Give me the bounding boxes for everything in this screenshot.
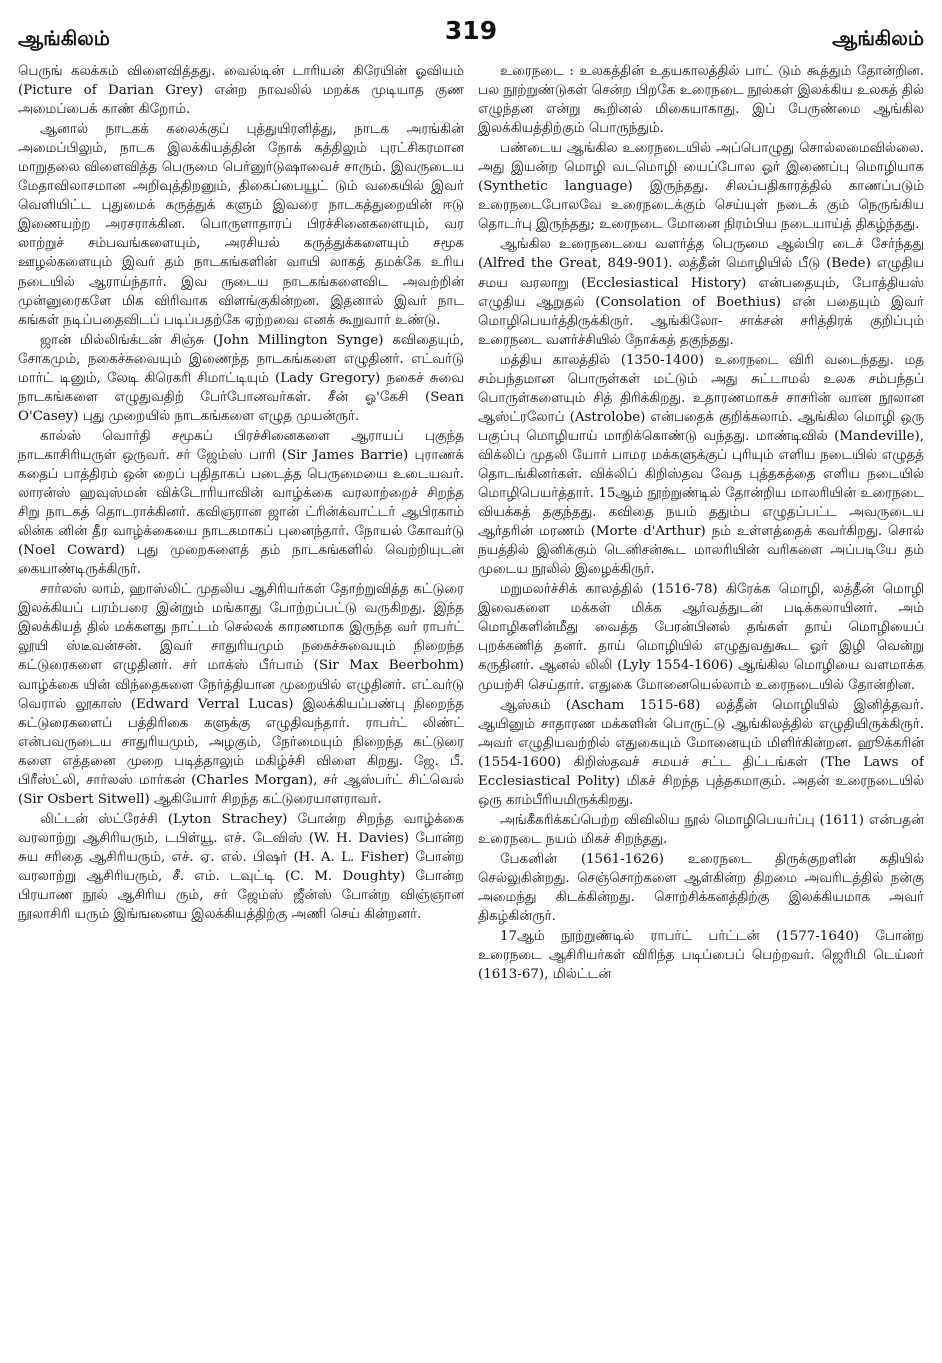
text-columns — [18, 62, 924, 1352]
paragraph: 17ஆம் நூற்றுண்டில் ராபர்ட் பர்ட்டன் (1577-1640) போன்ற உரைநடை ஆசிரியர்கள் விரிந்த படிப்பைப் பெற்றவர். ஜெரிமி டெய்லர் (1613-67), மில்ட்டன் — [478, 929, 924, 983]
running-head-left: ஆங்கிலம் — [18, 26, 110, 50]
paragraph: ஆங்கில உரைநடையை வளர்த்த பெருமை ஆல்பிர டைச் சேர்ந்தது (Alfred the Great, 849-901). லத்தீன் மொழியில் பீடு (Bede) எழுதிய சமய வரலாறு (Ecclesiastical History) என்பதையும், போத்தியஸ் எழுதிய ஆறுதல் (Consolation of Boethius) என் பதையும் இவர் மொழிபெயர்த்திருக்கிருர். ஆங்கிலோ- சாக்சன் சரித்திரக் குறிப்பும் உரைநடை வளர்ச்சியில் நோக்கத் தகுந்தது. — [478, 237, 924, 348]
paragraph: லிட்டன் ஸ்ட்ரேச்சி (Lyton Strachey) போன்ற சிறந்த வாழ்க்கை வரலாற்று ஆசிரியரும், டபிள்யூ. எச். டேவிஸ் (W. H. Davies) போன்ற சுய சரிதை ஆசிரியரும், எச். ஏ. எல். பிஷர் (H. A. L. Fisher) போன்ற வரலாற்று ஆசிரியரும், சீ. எம். டவுட்டி (C. M. Doughty) போன்ற பிரயாண நூல் ஆசிரிய ரும், சர் ஜேம்ஸ் ஜீன்ஸ் போன்ற விஞ்ஞான நூலாசிரி யரும் இங்ஙனைய இலக்கியத்திற்கு அணி செய் கின்றனர். — [18, 811, 464, 923]
running-head-right: ஆங்கிலம் — [832, 26, 924, 50]
left-column — [18, 62, 464, 1352]
paragraph: உரைநடை : உலகத்தின் உதயகாலத்தில் பாட் டும் கூத்தும் தோன்றின. பல நூற்றுண்டுகள் சென்ற பிறகே உரைநடை நூல்கள் இலக்கிய உலகத் தில் எழுந்தன என்று கூறினல் மிகையாகாது. இப் பேருண்மை ஆங்கில இலக்கியத்திற்கும் பொருந்தும். — [478, 64, 924, 137]
paragraph: அங்கீகரிக்கப்பெற்ற விவிலிய நூல் மொழிபெயர்ப்பு (1611) என்பதன் உரைநடை நயம் மிகச் சிறந்தது. — [478, 812, 924, 847]
paragraph: கால்ஸ் வொர்தி சமூகப் பிரச்சினைகளை ஆராயப் புகுந்த நாடகாசிரியருள் ஒருவர். சர் ஜேம்ஸ் பாரி (Sir James Barrie) புராணக் கதைப் பாத்திரம் ஒன் றைப் புதிதாகப் படைத்த பெருமையை உடையவர். லாரன்ஸ் ஹவுஸ்மன் விக்டோரியாவின் வாழ்க்கை வரலாற்றைச் சிறந்த சிறு நாடகத் தொடராக்கினர். கவிஞரான ஜான் ட்ரின்க்வாட்டர் ஆபிரகாம் லின்க னின் தீர வாழ்க்கையை நாடகமாகப் புனைந்தார். நோயல் கோவர்டு (Noel Coward) புது முறைகளைத் தம் நாடகங்களில் வெற்றியுடன் கையாண்டிருக்கிருர். — [18, 428, 464, 578]
paragraph: ஆனால் நாடகக் கலைக்குப் புத்துயிரளித்து, நாடக அரங்கின் அமைப்பிலும், நாடக இலக்கியத்தின் நோக் கத்திலும் புரட்சிகரமான மாறுதலை விளைவித்த பெருமை பெர்னுர்டுஷாவைச் சாரும். இவருடைய மேதாவிலாசமான அறிவுத்திறனும், திகைப்பையூட் டும் வகையில் இவர் வெளியிட்ட புதுமைக் கருத்துக் களும் இவரை நாடகத்துறையின் ஈடு இணையற்ற அரசராக்கின. பொருளாதாரப் பிரச்சினைகளையும், வர லாற்றுச் சம்பவங்களையும், அரசியல் கருத்துக்களையும் சமூக ஊழல்களையும் இவர் தம் நாடகங்களின் வாயி லாகத் தமக்கே உரிய நடையில் ஆராய்ந்தார். இவ ருடைய நாடகங்களைவிட அவற்றின் முன்னுரைகளே மிக விரிவாக விளங்குகின்றன. இதனால் இவர் நாட கங்கள் நடிப்பதைவிடப் படிப்பதற்கே ஏற்றவை எனக் கூறுவார் உண்டு. — [18, 122, 464, 328]
paragraph: மறுமலர்ச்சிக் காலத்தில் (1516-78) கிரேக்க மொழி, லத்தீன் மொழி இவைகளை மக்கள் மிக்க ஆர்வத்துடன் படிக்கலாயினர். அம் மொழிகளின்மீது வைத்த பேரன்பினல் தங்கள் தாய் மொழியைப் புறக்கணித் தனர். தாய் மொழியில் எழுதுவதுகூட ஓர் இழி வென்று கருதினர். ஆனல் லிலி (Lyly 1554-1606) ஆங்கில மொழியை வளமாக்க முயற்சி செய்தார். எதுகை மோனையெல்லாம் உரைநடையில் தோன்றின. — [478, 582, 924, 693]
paragraph: பெருங் கலக்கம் விளைவித்தது. வைல்டின் டாரியன் கிரேயின் ஓவியம் (Picture of Darian Grey) என்ற நாவலில் மறக்க முடியாத குண அமைப்பைக் காண் கிறோம். — [18, 64, 464, 118]
paragraph: ஜான் மில்லிங்க்டன் சிஞ்சு (John Millington Synge) கவிதையும், சோகமும், நகைச்சுவையும் இணைந்த நாடகங்களை எழுதினர். எட்வர்டு மார்ட் டினும், லேடி கிரெகரி சிமாட்டியும் (Lady Gregory) நகைச் சுவை நாடகங்களை எழுதுவதிற் பேர்போனவர்கள். சீன் ஓ'கேசி (Sean O'Casey) புது முறையில் நாடகங்களை எழுத முயன்ருர். — [18, 332, 464, 424]
paragraph: மத்திய காலத்தில் (1350-1400) உரைநடை விரி வடைந்தது. மத சம்பந்தமான பொருள்கள் மட்டும் அது சுட்டாமல் உலக சம்பந்தப் பொருள்களையும் சித் திரிக்கிறது. உதாரணமாகச் சாசரின் வான நூலான ஆஸ்ட்ரலோப் (Astrolobe) என்பதைக் குறிக்கலாம். ஆங்கில மொழி ஒரு பகுப்பு மொழியாய் மாறிக்கொண்டு வந்தது. மாண்டிவில் (Mandeville), விக்லிப் முதலி யோர் பாமர மக்களுக்குப் புரியும் எளிய நடையில் எழுதத் தொடங்கினர்கள். விக்லிப் கிறிஸ்தவ வேத புத்தகத்தை எளிய நடையில் மொழிபெயர்த்தார். 15ஆம் நூற்றுண்டில் தோன்றிய மாலரியின் உரைநடை வியக்கத் தகுந்தது. கவிதை நயம் ததும்ப எழுதப்பட்ட அவருடைய ஆர்தரின் மரணம் (Morte d'Arthur) நம் உள்ளத்தைக் கவர்கிறது. சொல் நயத்தில் இனிக்கும் டெனிசன்கூட மாலரியின் வரிகளை அப்படியே தம் முடைய நூலில் இழைக்கிருர். — [478, 352, 924, 578]
paragraph: சார்லஸ் லாம், ஹாஸ்லிட் முதலிய ஆசிரியர்கள் தோற்றுவித்த கட்டுரை இலக்கியப் பரம்பரை இன்றும் மங்காது போற்றப்பட்டு வருகிறது. இந்த இலக்கியத் தில் மக்களது நாட்டம் செல்லக் காரணமாக இருந்த வர் ராபர்ட் லூயி ஸ்டீவன்சன். இவர் சாதுரியமும் நகைச்சுவையும் நிறைந்த கட்டுரைகளை எழுதினர். சர் மாக்ஸ் பீர்பாம் (Sir Max Beerbohm) வாழ்க்கை யின் விந்தைகளை நேர்த்தியான முறையில் எழுதினர். எட்வர்டு வெரால் லூகாஸ் (Edward Verral Lucas) இலக்கியப்பண்பு நிறைந்த கட்டுரைகளைப் பத்திரிகை களுக்கு எழுதிவந்தார். ராபர்ட் லிண்ட் என்பவருடைய சாதுரியமும், அழகும், நேர்மையும் நிறைந்த கட்டுரை களை எத்தனை முறை படித்தாலும் மகிழ்ச்சி விளை கிறது. ஜே. பீ. பிரீஸ்ட்லி, சார்லஸ் மார்கன் (Charles Morgan), சர் ஆஸ்பர்ட் சிட்வெல் (Sir Osbert Sitwell) ஆகியோர் சிறந்த கட்டுரையாளராவர். — [18, 582, 464, 807]
paragraph: பண்டைய ஆங்கில உரைநடையில் அப்பொழுது சொல்லமைவில்லை. அது இயன்ற மொழி வடமொழி யைப்போல ஓர் இணைப்பு மொழியாக (Synthetic language) இருந்தது. சிலப்பதிகாரத்தில் காணப்படும் உரைநடைபோலவே உரைநடைக்கும் செய்யுள் நடைக் கும் நெருங்கிய தொடர்பு இருந்தது; உரைநடை மோனை நிரம்பிய நடையாய்த் திகழ்ந்தது. — [478, 141, 924, 233]
paragraph: ஆஸ்கம் (Ascham 1515-68) லத்தீன் மொழியில் இனித்தவர். ஆயினும் சாதாரண மக்களின் பொருட்டு ஆங்கிலத்தில் எழுதியிருக்கிருர். அவர் எழுதியவற்றில் எதுகையும் மோனையும் மிளிர்கின்றன. ஹூக்கரின் (1554-1600) கிறிஸ்தவச் சமயச் சட்ட திட்டங்கள் (The Laws of Ecclesiastical Polity) மிகச் சிறந்த புத்தகமாகும். அதன் உரைநடையில் ஒரு காம்பீரியமிருக்கிறது. — [478, 697, 924, 808]
paragraph: பேகனின் (1561-1626) உரைநடை திருக்குறளின் கதியில் செல்லுகின்றது. செஞ்சொற்களை ஆள்கின்ற திறமை அவரிடத்தில் நன்கு அமைந்து கிடக்கின்றது. சொற்சிக்கனத்திற்கு இலக்கியமாக அவர் திகழ்கின்ருர். — [478, 851, 924, 925]
right-column — [478, 62, 924, 1352]
page-header — [18, 14, 924, 62]
page-number: 319 — [444, 16, 498, 45]
